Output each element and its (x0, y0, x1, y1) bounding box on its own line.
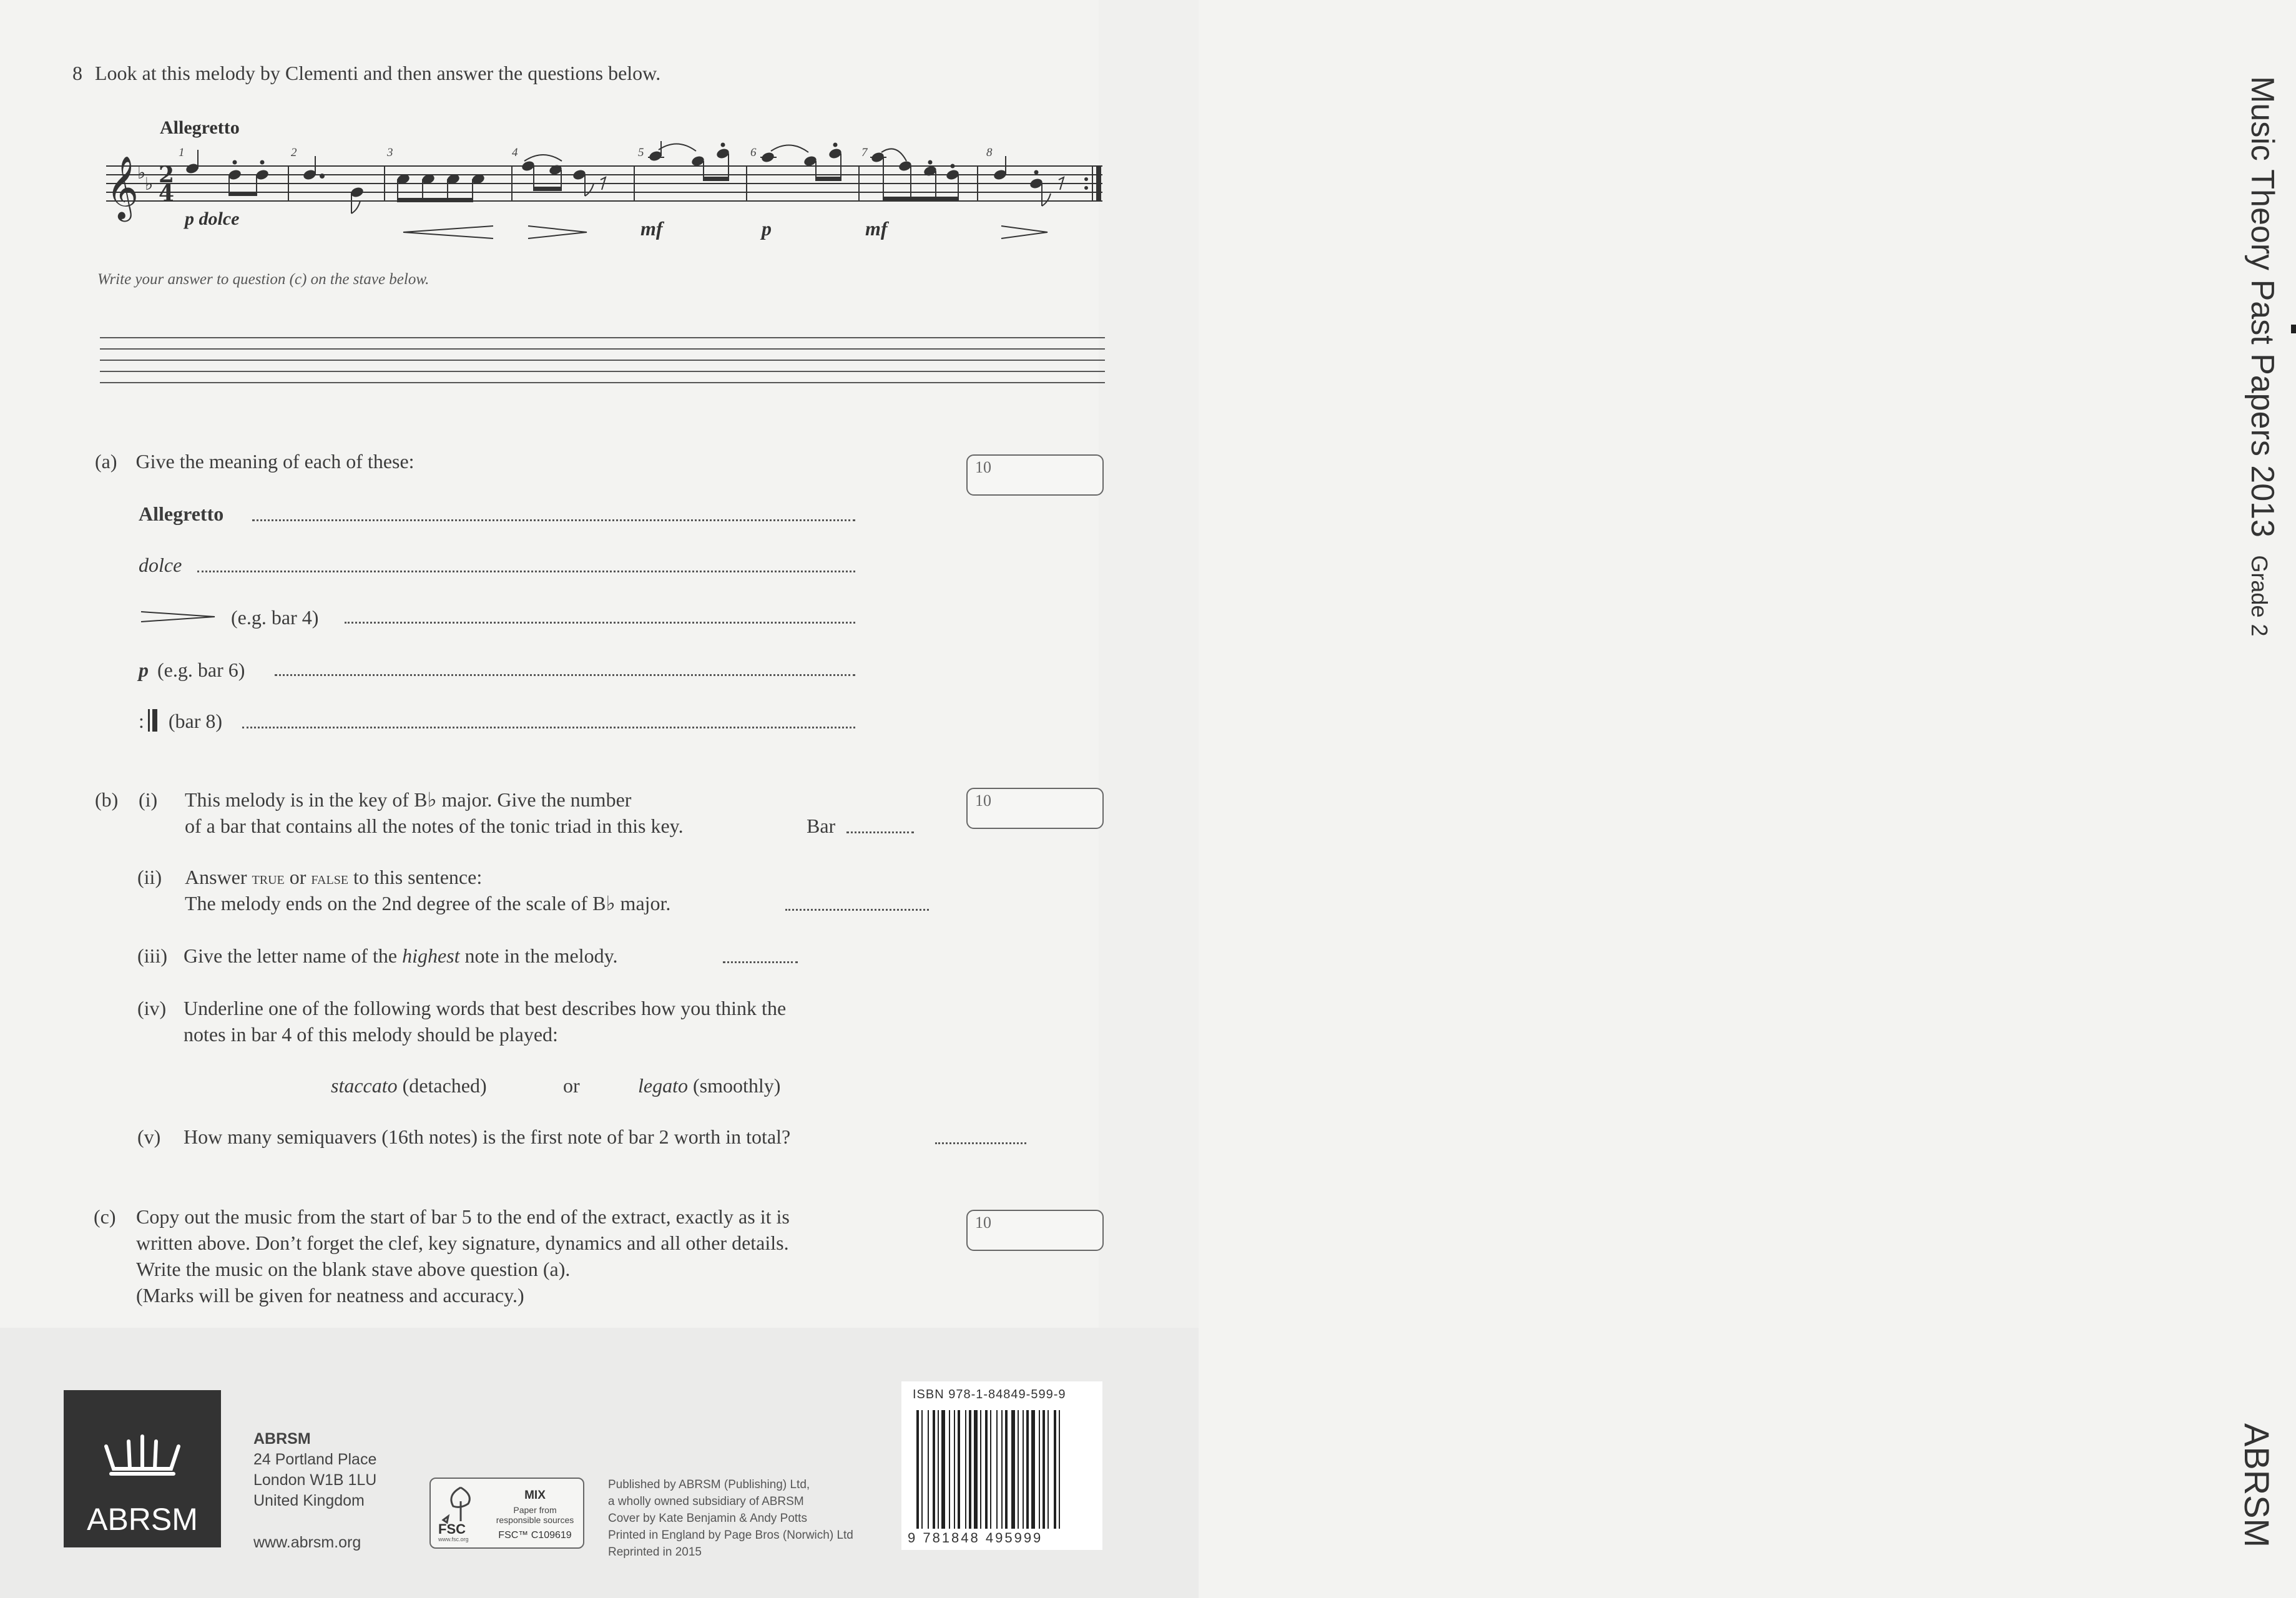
barcode-bar (921, 1410, 923, 1529)
question-number: 8 (72, 62, 82, 84)
barcode-bar (1001, 1410, 1003, 1529)
publisher-line: a wholly owned subsidiary of ABRSM (608, 1495, 804, 1508)
question-intro (72, 60, 660, 86)
option-or: or (563, 1074, 580, 1097)
answer-line-hairpin[interactable] (345, 622, 855, 624)
isbn-barcode-panel (901, 1381, 1102, 1550)
hairpins (403, 226, 1047, 238)
address-line: 24 Portland Place (253, 1451, 377, 1468)
part-c-line: Copy out the music from the start of bar 5 to the end of the extract, exactly as it is (136, 1205, 790, 1228)
term-p-example: (e.g. bar 6) (157, 659, 245, 681)
barcode-bar (965, 1410, 966, 1529)
bar-2-notes (303, 156, 363, 213)
sidebar-brand (2237, 1423, 2277, 1547)
part-b-i-line2: of a bar that contains all the notes of the tonic triad in this key. (185, 815, 684, 837)
barcode-bar (1039, 1410, 1040, 1529)
term-dolce: dolce (139, 554, 182, 576)
barcode-icon (916, 1410, 1091, 1529)
part-c-line: (Marks will be given for neatness and accuracy.) (136, 1284, 524, 1306)
part-b-i-label: (i) (139, 788, 158, 811)
bar-number: 6 (750, 146, 757, 159)
isbn-text: ISBN 978-1-84849-599-9 (913, 1388, 1066, 1401)
address-org: ABRSM (253, 1430, 311, 1448)
bar-number: 3 (387, 146, 393, 159)
part-b-ii-line1 (185, 864, 482, 892)
barcode-bar (1023, 1410, 1024, 1529)
answer-line-semiquavers[interactable] (935, 1142, 1026, 1144)
melody-stave (94, 144, 1105, 256)
barcode-bar (1059, 1410, 1060, 1529)
bar-number: 2 (291, 146, 297, 159)
question-intro-text: Look at this melody by Clementi and then answer the questions below. (95, 62, 661, 84)
sidebar-brand-text: ABRSM (2237, 1423, 2277, 1548)
repeat-bar-icon (152, 709, 157, 732)
treble-clef-icon: 𝄞 (106, 155, 139, 219)
mark-box-value: 10 (975, 1213, 991, 1232)
answer-stave[interactable] (100, 337, 1105, 385)
bar-8-notes (993, 156, 1064, 206)
term-p (139, 657, 245, 683)
edge-mark (2291, 325, 2296, 333)
barcode-bar (990, 1410, 991, 1529)
part-b-iii-text (184, 943, 618, 969)
barcode-bar (958, 1410, 960, 1529)
publisher-line: Published by ABRSM (Publishing) Ltd, (608, 1478, 810, 1491)
address-line: United Kingdom (253, 1492, 365, 1509)
iii-post: note in the melody. (464, 944, 618, 967)
bar-1-notes (185, 150, 268, 195)
barcode-bar (980, 1410, 981, 1529)
mark-box-value: 10 (975, 792, 991, 810)
series-title-text: Music Theory Past Papers 2013 (2244, 76, 2280, 537)
barcode-bar (1054, 1410, 1056, 1529)
part-c-label: (c) (94, 1205, 116, 1228)
publisher-line: Reprinted in 2015 (608, 1546, 702, 1559)
repeat-bar-icon (148, 709, 150, 732)
time-sig-top: 2 (159, 162, 175, 188)
barcode-bar (933, 1410, 935, 1529)
diminuendo-hairpin-end (1001, 226, 1047, 238)
answer-line-allegretto[interactable] (252, 519, 855, 521)
bar-3-notes (396, 174, 484, 202)
bar-number: 4 (512, 146, 518, 159)
barcode-bar (1005, 1410, 1008, 1529)
stave-instruction: Write your answer to question (c) on the stave below. (97, 271, 429, 288)
barcode-bar (1047, 1410, 1049, 1529)
fsc-url: www.fsc.org (438, 1536, 469, 1542)
false-label: false (311, 869, 349, 888)
part-b-ii-line2: The melody ends on the 2nd degree of the scale of B♭ major. (185, 892, 671, 914)
publisher-info (608, 1476, 853, 1561)
bar-number: 5 (638, 146, 644, 159)
option-staccato[interactable] (331, 1072, 487, 1099)
barcode-bar (1026, 1410, 1029, 1529)
ii-answer-text: Answer (185, 866, 247, 888)
dynamic-mf: mf (640, 217, 663, 240)
diminuendo-hairpin-icon (140, 609, 217, 624)
barcode-bar (1011, 1410, 1015, 1529)
tempo-marking: Allegretto (160, 117, 240, 138)
ii-sentence-text: to this sentence: (353, 866, 483, 888)
barcode-bar (1031, 1410, 1035, 1529)
legato-word: legato (638, 1074, 688, 1097)
bar-number: 1 (179, 146, 185, 159)
part-b-iv-label: (iv) (137, 997, 167, 1019)
key-flat-icon: ♭ (145, 174, 154, 194)
iii-pre: Give the letter name of the (184, 944, 398, 967)
abrsm-logo (64, 1390, 221, 1547)
fsc-badge (429, 1478, 584, 1549)
barcode-bar (916, 1410, 919, 1529)
diminuendo-hairpin (528, 226, 587, 238)
part-b-label: (b) (95, 788, 119, 811)
part-b-iv-line2: notes in bar 4 of this melody should be played: (184, 1023, 558, 1046)
barcode-bar (928, 1410, 929, 1529)
barcode-bar (969, 1410, 971, 1529)
staccato-word: staccato (331, 1074, 398, 1097)
dynamic-p: p (762, 217, 772, 240)
answer-line-highest-note[interactable] (723, 961, 798, 963)
dynamic-mf: mf (865, 217, 888, 240)
term-hairpin-example: (e.g. bar 4) (231, 606, 319, 629)
barcode-bar (941, 1410, 945, 1529)
part-b-ii-label: (ii) (137, 866, 162, 888)
part-b-v-text: How many semiquavers (16th notes) is the first note of bar 2 worth in total? (184, 1125, 791, 1148)
true-label: true (252, 869, 285, 888)
answer-line-true-false[interactable] (785, 909, 929, 911)
part-a-text: Give the meaning of each of these: (135, 450, 415, 473)
barcode-bar (954, 1410, 955, 1529)
address-line: London W1B 1LU (253, 1471, 377, 1489)
website-link[interactable]: www.abrsm.org (253, 1534, 361, 1551)
repeat-dots: : (139, 710, 144, 732)
term-repeat-example: (bar 8) (168, 710, 223, 732)
fsc-mix: MIX (524, 1489, 546, 1502)
fsc-logo-text: FSC (438, 1521, 466, 1537)
dynamic-p-dolce: p dolce (185, 208, 240, 229)
barcode-bar (949, 1410, 950, 1529)
barcode-bar (974, 1410, 978, 1529)
legato-gloss: (smoothly) (692, 1074, 781, 1097)
grade-label: Grade 2 (2247, 555, 2272, 637)
fsc-code: FSC™ C109619 (498, 1530, 572, 1541)
barcode-bar (985, 1410, 988, 1529)
mark-box-value: 10 (975, 458, 991, 476)
crown-icon (101, 1434, 184, 1478)
part-a-heading (95, 448, 415, 474)
barcode-bar (938, 1410, 939, 1529)
mark-box-a (966, 454, 1104, 496)
answer-line-bar[interactable] (846, 831, 914, 833)
fsc-sub: Paper from responsible sources (496, 1505, 574, 1525)
part-c-line: Write the music on the blank stave above question (a). (136, 1258, 571, 1280)
back-cover-footer (0, 1328, 1199, 1598)
bar-number: 7 (861, 146, 868, 159)
abrsm-logo-text: ABRSM (87, 1502, 198, 1537)
publisher-line: Cover by Kate Benjamin & Andy Potts (608, 1512, 807, 1525)
barcode-digits: 9 781848 495999 (908, 1530, 1043, 1546)
part-b-i-line1: This melody is in the key of B♭ major. Give the number (185, 788, 632, 811)
barcode-bar (996, 1410, 998, 1529)
answer-line-dolce[interactable] (197, 571, 855, 572)
barcode-bar (1018, 1410, 1019, 1529)
answer-line-p[interactable] (275, 674, 855, 676)
barcode-bar (1043, 1410, 1045, 1529)
option-legato[interactable] (638, 1072, 780, 1099)
mark-box-c (966, 1210, 1104, 1251)
term-p-symbol: p (139, 659, 149, 681)
time-sig-bottom: 4 (159, 180, 175, 207)
mark-box-b (966, 788, 1104, 829)
publisher-line: Printed in England by Page Bros (Norwich) Ltd (608, 1529, 853, 1542)
part-b-iii-label: (iii) (137, 944, 167, 967)
bar-answer-label: Bar (807, 815, 836, 837)
fsc-tree-icon (437, 1483, 484, 1526)
crescendo-hairpin (403, 226, 493, 238)
part-b-iv-line1: Underline one of the following words that best describes how you think the (184, 997, 787, 1019)
term-repeat (139, 708, 222, 734)
term-allegretto: Allegretto (139, 502, 224, 525)
iii-highest: highest (402, 944, 460, 967)
part-b-v-label: (v) (137, 1125, 161, 1148)
ii-or-text: or (289, 866, 307, 888)
bar-number: 8 (986, 146, 993, 159)
part-a-label: (a) (95, 450, 117, 473)
part-c-line: written above. Don’t forget the clef, key signature, dynamics and all other details. (136, 1232, 789, 1254)
key-flat-icon: ♭ (137, 162, 146, 183)
staccato-gloss: (detached) (402, 1074, 487, 1097)
series-title (2244, 76, 2281, 637)
answer-line-repeat[interactable] (242, 727, 855, 728)
address-block (253, 1429, 376, 1511)
